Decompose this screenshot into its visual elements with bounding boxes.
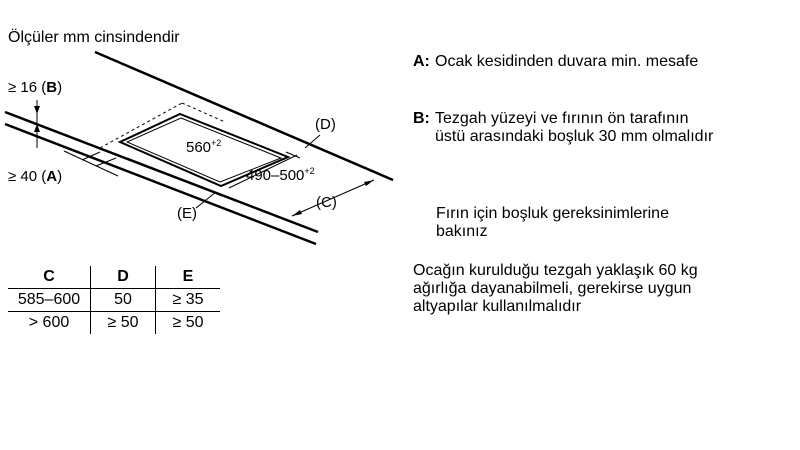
b-label: ≥ 16 (B): [8, 79, 63, 96]
c-label: (C): [316, 194, 337, 211]
countertop-diagram: [0, 0, 400, 260]
note-b: B: Tezgah yüzeyi ve fırının ön tarafının üstü arasındaki boşluk 30 mm olmalıdır: [413, 110, 714, 145]
units-note: Ölçüler mm cinsindendir: [8, 29, 180, 46]
table-cell: > 600: [28, 314, 70, 331]
note-oven-requirements: Fırın için boşluk gereksinimlerine bakınız: [436, 205, 669, 240]
countertop-back-edge: [95, 52, 393, 180]
dimension-table: [8, 266, 220, 334]
table-cell: 50: [91, 289, 156, 312]
header-c: C: [8, 266, 91, 289]
d-label: (D): [315, 116, 336, 133]
e-label: (E): [177, 205, 197, 222]
cutout-width-label: $560^{+2}$: [186, 138, 222, 156]
note-a: A: Ocak kesidinden duvara min. mesafe: [413, 53, 699, 70]
oven-dashed-line-1: [100, 103, 182, 148]
a-label: ≥ 40 (A): [8, 168, 63, 185]
cutout-depth-label: $490-500^{+2}$: [246, 166, 315, 184]
table-row: [8, 312, 220, 335]
table-row: [8, 289, 220, 312]
table-cell: ≥ 35: [156, 289, 221, 312]
table-cell: ≥ 50: [156, 312, 221, 335]
table-cell: ≥ 50: [91, 312, 156, 335]
table-cell: 585–600: [8, 289, 91, 312]
header-e: E: [156, 266, 221, 289]
table-header-row: [8, 266, 220, 289]
note-countertop-load: Ocağın kurulduğu tezgah yaklaşık 60 kg ağırlığa dayanabilmeli, gerekirse uygun altyapılar kullanılmalıdır: [413, 262, 698, 315]
header-d: D: [91, 266, 156, 289]
